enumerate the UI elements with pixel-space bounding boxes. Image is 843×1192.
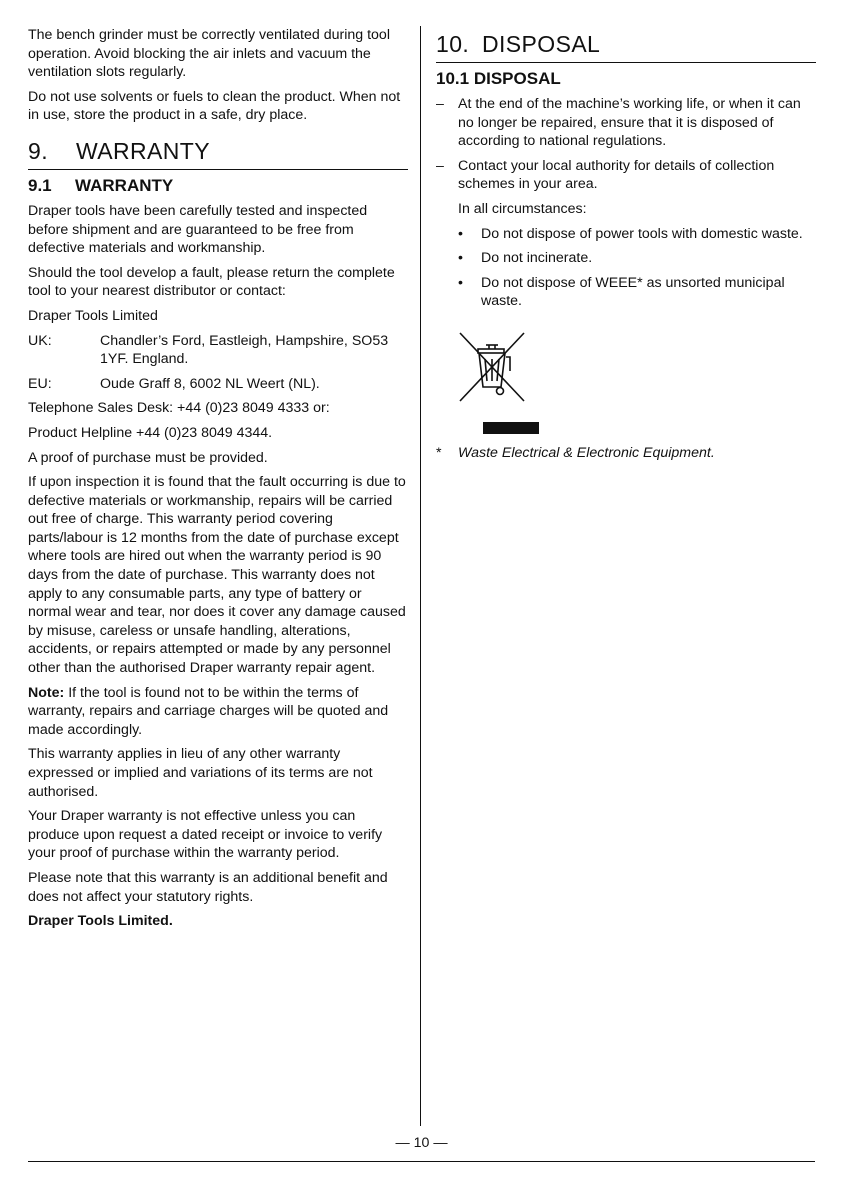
section-title: DISPOSAL (482, 31, 601, 57)
address-uk-text: Chandler’s Ford, Eastleigh, Hampshire, SO53 1YF. England. (100, 332, 389, 368)
footer-rule (28, 1161, 815, 1162)
address-uk-label: UK: (28, 332, 52, 349)
proof-of-purchase: A proof of purchase must be provided. (28, 449, 268, 466)
warranty-paragraph-statutory: Please note that this warranty is an additional benefit and does not affect your statutory rights. (28, 869, 388, 905)
warranty-paragraph-1: Draper tools have been carefully tested and inspected before shipment and are guaranteed to be free from defective materials and workmanship. (28, 202, 368, 257)
intro-paragraph-1: The bench grinder must be correctly ventilated during tool operation. Avoid blocking the air inlets and vacuum the ventilation slots regularly. (28, 27, 390, 81)
address-eu (28, 375, 408, 394)
footnote (436, 444, 816, 463)
subsection-heading-disposal (436, 69, 816, 89)
address-uk (28, 332, 408, 369)
heading-rule (436, 62, 816, 63)
subsection-heading-warranty (28, 176, 408, 196)
section-heading-warranty (28, 137, 408, 165)
subsection-title: DISPOSAL (473, 69, 561, 88)
section-number: 9. (28, 137, 48, 164)
address-eu-text: Oude Graff 8, 6002 NL Weert (NL). (100, 375, 320, 392)
bullet-item-text: Do not incinerate. (481, 250, 593, 267)
sales-desk-phone: Telephone Sales Desk: +44 (0)23 8049 4333 or: (28, 400, 330, 417)
bullet-mark: • (458, 225, 463, 242)
heading-rule (28, 169, 408, 170)
circumstances-label: In all circumstances: (458, 200, 587, 217)
product-helpline: Product Helpline +44 (0)23 8049 4344. (28, 424, 273, 441)
dash-mark: – (436, 96, 444, 112)
warranty-paragraph-lieu: This warranty applies in lieu of any other warranty expressed or implied and variations of its terms are not authorised. (28, 746, 373, 800)
bullet-item-text: Do not dispose of WEEE* as unsorted municipal waste. (481, 274, 785, 310)
note-paragraph (28, 684, 408, 740)
note-text: If the tool is found not to be within the terms of warranty, repairs and carriage charges will be quoted and made accordingly. (28, 684, 389, 738)
bullet-item (436, 274, 816, 311)
intro-paragraph-2: Do not use solvents or fuels to clean the product. When not in use, store the product in a safe, dry place. (28, 88, 401, 124)
page-number: — 10 — (395, 1135, 448, 1151)
dash-mark: – (436, 157, 444, 174)
subsection-number: 10.1 (436, 69, 470, 88)
signature-company (28, 912, 408, 931)
disposal-item-text: Contact your local authority for details of collection schemes in your area. (458, 157, 775, 193)
weee-bar (483, 422, 539, 434)
bullet-mark: • (458, 274, 463, 291)
section-number: 10. (436, 31, 470, 57)
wheelie-bin-icon (456, 331, 528, 403)
subsection-title: WARRANTY (75, 175, 174, 195)
disposal-item-text: At the end of the machine’s working life, or when it can no longer be repaired, ensure that it is disposed of according to national regulations. (458, 96, 801, 150)
subsection-number: 9.1 (28, 175, 52, 195)
left-column (28, 26, 408, 937)
warranty-paragraph-2: Should the tool develop a fault, please return the complete tool to your nearest distributor or contact: (28, 264, 395, 300)
footnote-text: Waste Electrical & Electronic Equipment. (458, 444, 715, 461)
bullet-item (436, 225, 816, 244)
note-label: Note: (28, 684, 65, 701)
section-heading-disposal (436, 30, 816, 58)
bullet-item (436, 249, 816, 268)
company-name: Draper Tools Limited (28, 307, 158, 324)
right-column (436, 26, 816, 463)
signature-text: Draper Tools Limited. (28, 913, 173, 930)
crossed-out-wheelie-bin-icon (456, 331, 528, 434)
address-eu-label: EU: (28, 375, 52, 392)
warranty-paragraph-receipt: Your Draper warranty is not effective unless you can produce upon request a dated receipt or invoice to verify your proof of purchase within the warranty period. (28, 808, 383, 862)
column-divider (420, 26, 421, 1126)
bullet-item-text: Do not dispose of power tools with domestic waste. (481, 225, 803, 242)
footnote-mark: * (436, 444, 442, 461)
section-title: WARRANTY (76, 137, 210, 164)
bullet-mark: • (458, 250, 463, 267)
warranty-terms: If upon inspection it is found that the fault occurring is due to defective materials or workmanship, repairs will be carried out free of charge. This warranty period covering parts/labour is 12 months from the date of purchase except where tools are hired out when the warranty period is 90 days from the date of purchase. This warranty does not apply to any consumable parts, any type of battery or normal wear and tear, nor does it cover any damage caused by misuse, careless or unsafe handling, alterations, accidents, or repairs attempted or made by any personnel other than the authorised Draper warranty repair agent. (28, 474, 406, 677)
disposal-item (436, 95, 816, 151)
disposal-item (436, 157, 816, 194)
